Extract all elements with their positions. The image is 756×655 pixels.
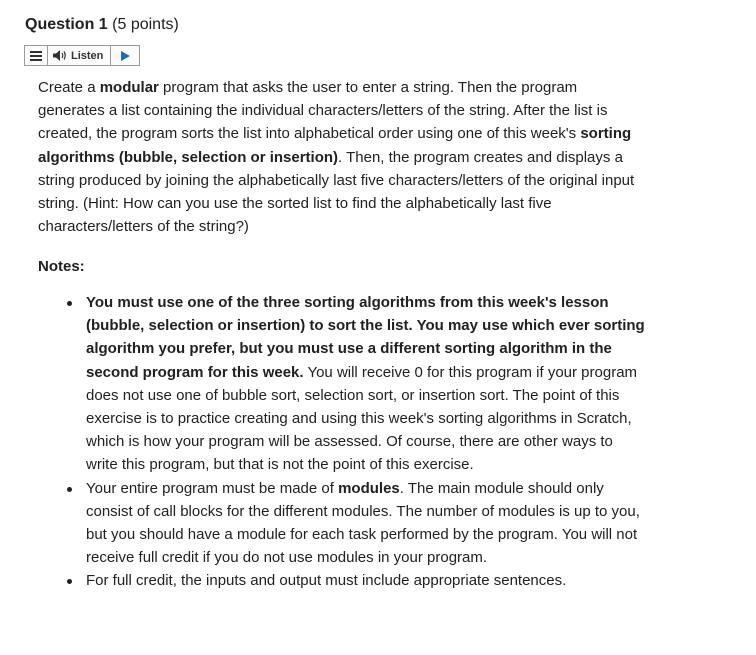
menu-button[interactable] — [25, 46, 48, 65]
menu-icon — [30, 51, 42, 61]
speaker-icon — [53, 50, 67, 61]
question-points: (5 points) — [112, 16, 179, 33]
prompt-bold-modular: modular — [99, 79, 159, 96]
play-icon — [121, 51, 130, 61]
prompt-text: . Then, the program creates and displays a string produced by joining the alphabetically last five characters/letters of the original input string. (Hint: How can you use the sorted list to find the alphabetically last five characters/letters of the string?) — [38, 148, 635, 236]
note-bold-text: modules — [338, 479, 400, 497]
question-label: Question 1 — [25, 16, 108, 33]
prompt-text: program that asks the user to enter a string. Then the program generates a list containing the individual characters/letters of the string. After the list is created, the program sorts the list into alphabetical order using one of this week's — [38, 79, 608, 143]
bullet-icon — [67, 301, 72, 306]
list-item — [86, 291, 648, 477]
note-text: . The main module should only consist of call blocks for the different modules. The number of modules is up to you, but you should have a module for each task performed by the program. You will not receive full credit if you do not use modules in your program. — [86, 479, 640, 567]
bullet-icon — [67, 579, 72, 584]
note-text: You will receive 0 for this program if your program does not use one of bubble sort, selection sort, or insertion sort. The point of this exercise is to practice creating and using this week's sorting algorithms in Scratch, which is how your program will be assessed. Of course, there are other ways to write this program, but that is not the point of this exercise. — [86, 363, 638, 474]
listen-label: Listen — [71, 49, 104, 62]
question-prompt — [38, 76, 648, 238]
note-text: Your entire program must be made of — [86, 479, 339, 497]
read-aloud-toolbar — [24, 45, 140, 66]
list-item — [86, 569, 648, 592]
notes-list — [86, 291, 648, 593]
play-button[interactable] — [111, 46, 139, 65]
question-title — [25, 14, 179, 36]
note-bold-text: You must use one of the three sorting algorithms from this week's lesson (bubble, selection or insertion) to sort the list. You may use which ever sorting algorithm you prefer, but you must use a different sorting algorithm in the second program for this week. — [86, 294, 645, 381]
listen-button[interactable] — [48, 46, 111, 65]
notes-heading: Notes: — [38, 258, 85, 275]
prompt-text: Create a — [38, 79, 100, 96]
list-item — [86, 477, 648, 570]
bullet-icon — [67, 487, 72, 492]
prompt-bold-algorithms: sorting algorithms (bubble, selection or insertion) — [38, 125, 632, 166]
prompt-paragraph — [38, 76, 648, 238]
note-text: For full credit, the inputs and output must include appropriate sentences. — [86, 572, 567, 590]
